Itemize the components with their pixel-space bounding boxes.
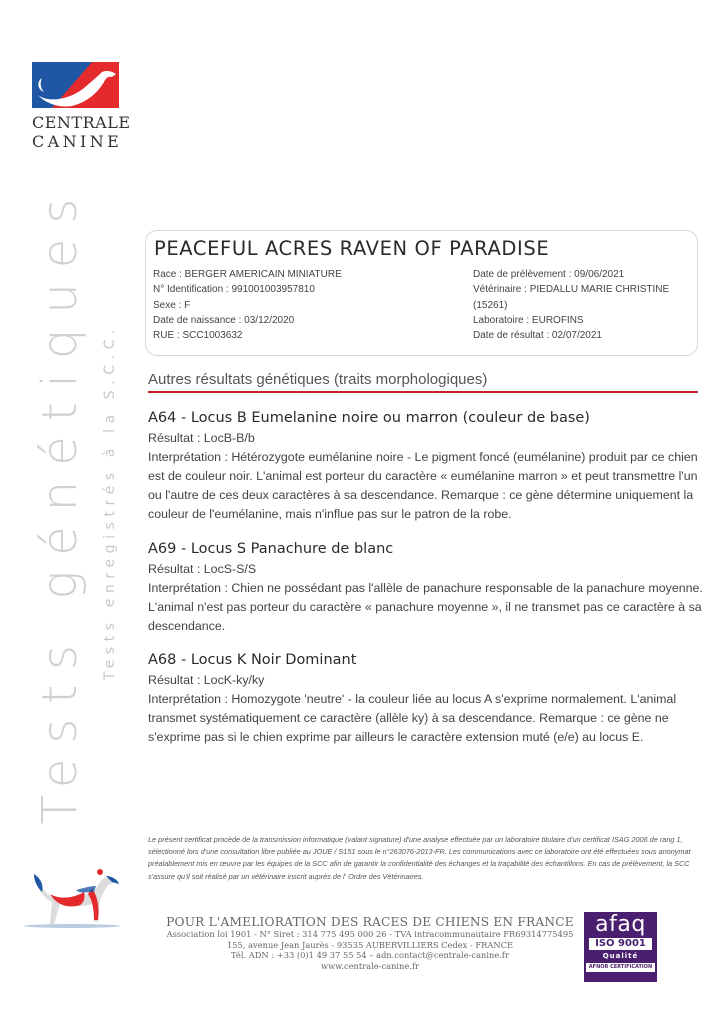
dog-details-left (153, 267, 342, 343)
afaq-iso-certification-badge (584, 912, 657, 982)
locus-result: Résultat : LocB-B/b (148, 431, 255, 445)
footer-contact: Tél. ADN : +33 (0)1 49 37 55 54 – adn.contact@centrale-canine.fr (231, 950, 509, 960)
locus-title: A69 - Locus S Panachure de blanc (148, 541, 394, 557)
locus-result: Résultat : LocS-S/S (148, 562, 257, 576)
result-date: Date de résultat : 02/07/2021 (473, 330, 602, 342)
locus-result-a69 (148, 539, 703, 636)
centrale-canine-logo (32, 62, 131, 151)
footer-address-line: 155, avenue Jean Jaurès - 93535 AUBERVILLIERS Cedex - FRANCE (226, 939, 514, 950)
brand-line-1: CENTRALE (32, 113, 131, 132)
dog-flag-emblem-icon (32, 62, 119, 108)
identification-number: N° Identification : 991001003957810 (153, 284, 315, 296)
dog-details-right (473, 267, 683, 343)
iso-standard: ISO 9001 (589, 938, 652, 950)
footer-tagline: POUR L'AMELIORATION DES RACES DE CHIENS EN FRANCE (166, 915, 574, 929)
footer-association: Association loi 1901 - N° Siret : 314 775 495 000 26 - TVA intracommunautaire FR69314775495 (166, 929, 574, 939)
locus-interpretation: Interprétation : Homozygote 'neutre' - la couleur liée au locus A s'exprime normalement. L'animal transmet systématiquement ce caractère (allèle ky) à sa descendance. Remarque : ce gène ne s'exprime pas si le chien exprime par ailleurs le caractère extension muté (e/e) au locus E. (148, 692, 677, 744)
sampling-date: Date de prélèvement : 09/06/2021 (473, 269, 625, 280)
legal-disclaimer: Le présent certificat procède de la transmission informatique (valant signature) d'une analyse effectuée par un laboratoire titulaire d'un certificat ISAG 2006 de rang 1, sélectionné lors d'une consultation libre publiée au JOUE / S151 sous le n°263076-2013-FR. Les communications avec ce laboratoire ont été effectuées sous anonymat préalablement mis en œuvre par les équipes de la SCC afin de garantir la confidentialité des échanges et la traçabilité des échantillons. En cas de prélèvement, la SCC s'assure qu'il soit réalisé par un vétérinaire inscrit auprès de l' Ordre des Vétérinaires. (148, 835, 691, 881)
breed: Race : BERGER AMERICAIN MINIATURE (153, 269, 342, 280)
section-heading: Autres résultats génétiques (traits morphologiques) (148, 371, 698, 393)
brand-line-2: CANINE (32, 132, 123, 151)
rue-number: RUE : SCC1003632 (153, 330, 243, 342)
locus-result-a68 (148, 650, 703, 747)
afaq-brand: afaq (595, 912, 646, 937)
locus-result-a64 (148, 408, 703, 524)
veterinarian: Vétérinaire : PIEDALLU MARIE CHRISTINE (15261) (473, 284, 670, 311)
quality-label: Qualité (602, 952, 639, 960)
birth-date: Date de naissance : 03/12/2020 (153, 314, 295, 326)
footer-address (160, 915, 580, 971)
locus-interpretation: Interprétation : Hétérozygote eumélanine noire - Le pigment foncé (eumélanine) produit par ce chien est de couleur noir. L'animal est porteur du caractère « eumélanine marron » et peut transmettre l'un ou l'autre de ces deux caractères à sa descendance. Remarque : ce gène détermine uniquement la couleur de l'eumélanine, mais n'influe pas sur le patron de la robe. (148, 450, 698, 521)
dog-info-card (145, 230, 698, 356)
laboratory: Laboratoire : EUROFINS (473, 314, 584, 326)
certification-issuer: AFNOR CERTIFICATION (586, 963, 655, 972)
watermark-title: Tests génétiques (32, 183, 88, 825)
dog-name: PEACEFUL ACRES RAVEN OF PARADISE (154, 237, 550, 260)
locus-title: A64 - Locus B Eumelanine noire ou marron (couleur de base) (148, 410, 590, 426)
footer-website: www.centrale-canine.fr (321, 960, 419, 971)
locus-interpretation: Interprétation : Chien ne possédant pas l'allèle de panachure responsable de la panachure moyenne. L'animal n'est pas porteur du caractère « panachure moyenne », il ne transmet pas ce caractère à sa descendance. (148, 581, 703, 633)
locus-title: A68 - Locus K Noir Dominant (148, 652, 357, 668)
dog-illustration-icon (20, 860, 125, 935)
locus-result: Résultat : LocK-ky/ky (148, 673, 265, 687)
sex: Sexe : F (153, 299, 191, 311)
watermark-subtitle: Tests enregistrés à la S.C.C. (102, 323, 118, 681)
